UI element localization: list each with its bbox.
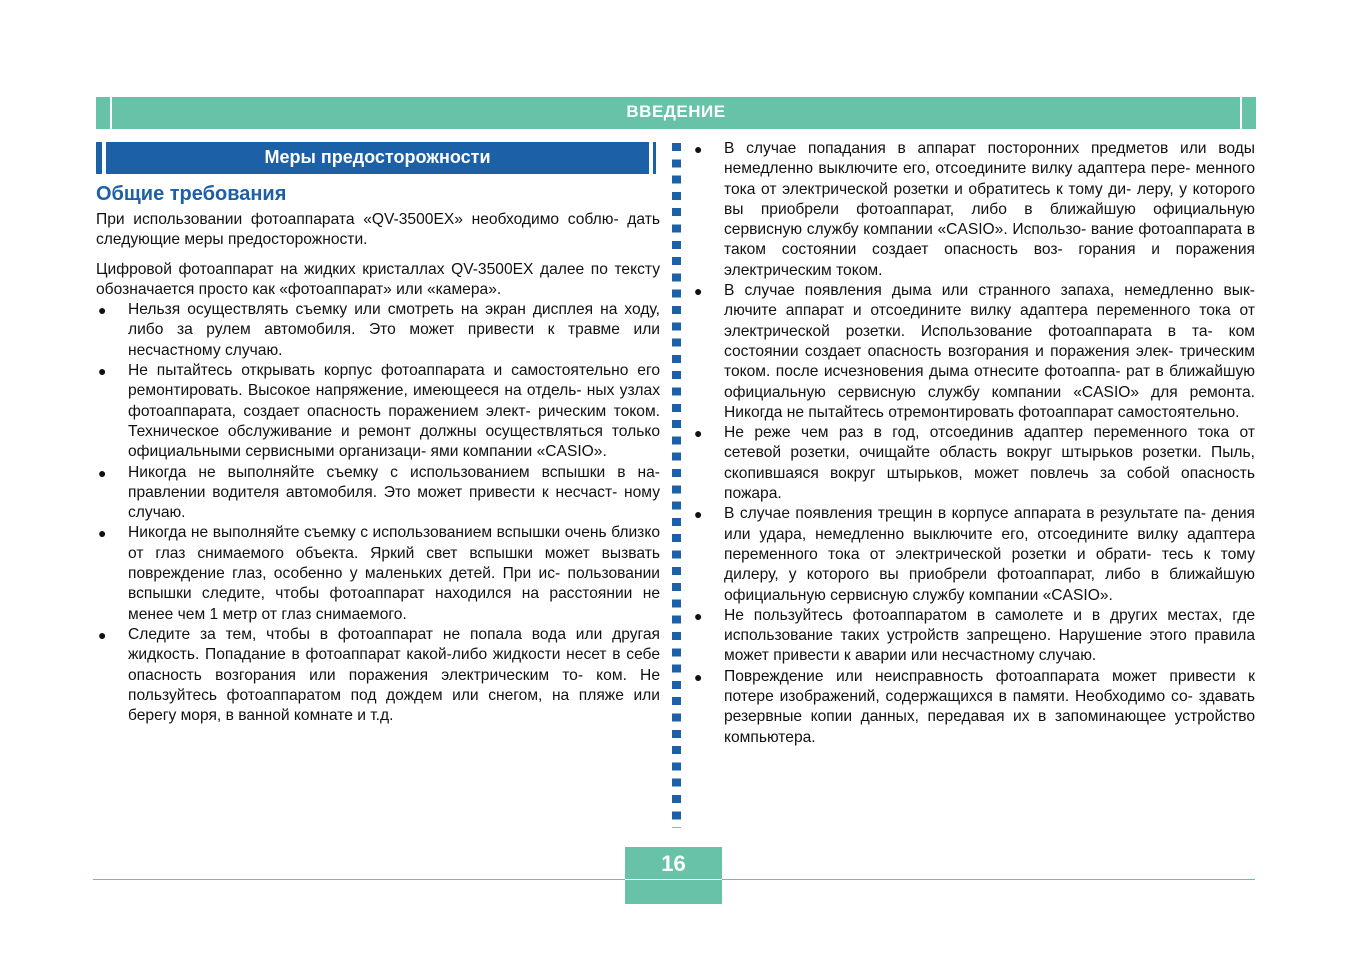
bullet-icon: ●: [98, 626, 107, 643]
chapter-header-bar: [96, 97, 1256, 129]
list-item: ● Никогда не выполняйте съемку с использованием вспышки в на- правлении водителя автомобиля. Это может привести к несчаст- ному случаю.: [98, 463, 660, 522]
list-item: ● Следите за тем, чтобы в фотоаппарат не попала вода или другая жидкость. Попадание в фотоаппарат какой-либо жидкости несет в себе опасность возгорания или поражения электрическим то- ком. Не пользуйтесь фотоаппаратом под дождем или снегом, на пляже или берегу моря, в ванной комнате и т.д.: [98, 625, 660, 725]
intro-paragraph: При использовании фотоаппарата «QV-3500EX» необходимо соблю- дать следующие меры предосторожности.: [96, 211, 660, 249]
subsection-heading: Общие требования: [96, 183, 287, 205]
list-item: ● В случае появления трещин в корпусе аппарата в результате па- дения или удара, немедленно выключите его, отсоедините вилку адаптера переменного тока от электрической розетки и обрати- тесь к тому дилеру, у которого вы приобрели фотоаппарат, либо в ближайшую официальную сервисную службу компании «CASIO».: [694, 505, 1255, 604]
bullet-icon: ●: [694, 668, 703, 685]
list-item: ● Не пытайтесь открывать корпус фотоаппарата и самостоятельно его ремонтировать. Высокое напряжение, имеющееся на отдель- ных узлах фотоаппарата, создает опасность поражением элект- рическим током. Техническое обслуживание и ремонт должны осуществляться только официальными сервисными организаци- ями компании «CASIO».: [98, 362, 660, 461]
page-number-box: [625, 847, 722, 904]
bullet-icon: ●: [98, 464, 107, 481]
chapter-title: ВВЕДЕНИЕ: [626, 102, 726, 121]
right-column: [692, 139, 1255, 748]
bullet-list: [96, 300, 660, 726]
list-item: ● В случае попадания в аппарат посторонних предметов или воды немедленно выключите его, отсоедините вилку адаптера пере- менного тока от электрической розетки и обратитесь к тому ди- леру, у которого вы приобрели фотоаппарат, либо в ближайшую официальную сервисную службу компании «CASIO». Использо- вание фотоаппарата в таком состоянии создает опасность воз- горания и поражения электрическим током.: [694, 140, 1255, 279]
list-item: ● Не реже чем раз в год, отсоединив адаптер переменного тока от сетевой розетки, очищайте область вокруг штырьков розетки. Пыль, скопившаяся вокруг штырьков, может повлечь за собой опасность пожара.: [694, 424, 1255, 503]
bullet-icon: ●: [694, 425, 703, 442]
bullet-icon: ●: [694, 607, 703, 624]
list-item: ● Нельзя осуществлять съемку или смотреть на экран дисплея на ходу, либо за рулем автомобиля. Это может привести к травме или несчастному случаю.: [98, 301, 660, 359]
list-item: ● Не пользуйтесь фотоаппаратом в самолете и в других местах, где использование таких устройств запрещено. Нарушение этого правила может привести к аварии или несчастному случаю.: [694, 606, 1255, 665]
bullet-icon: ●: [98, 363, 107, 380]
section-title: Меры предосторожности: [264, 147, 491, 167]
list-item: ● В случае появления дыма или странного запаха, немедленно вык- лючите аппарат и отсоедините вилку адаптера переменного тока от электрической розетки. Использование фотоаппарата в та- ком состоянии создает опасность возгорания и поражения элек- трическим током. после исчезновения дыма отнесите фотоаппа- рат в ближайшую официальную сервисную службу компании «CASIO» для ремонта. Никогда не пытайтесь отремонтировать фотоаппарат самостоятельно.: [694, 282, 1255, 421]
bullet-icon: ●: [98, 302, 107, 319]
list-item: ● Никогда не выполняйте съемку с использованием вспышки очень близко от глаз снимаемого объекта. Яркий свет вспышки может вызвать повреждение глаз, особенно у маленьких детей. При ис- пользовании вспышки следите, чтобы фотоаппарат находился на расстоянии не менее чем 1 метр от глаз снимаемого.: [98, 524, 660, 623]
page-number: 16: [661, 851, 686, 876]
intro-paragraph: Цифровой фотоаппарат на жидких кристаллах QV-3500EX далее по тексту обозначается просто как «фотоаппарат» или «камера».: [96, 260, 660, 298]
bullet-icon: ●: [694, 506, 703, 523]
bullet-list: [692, 139, 1255, 748]
list-item: ● Повреждение или неисправность фотоаппарата может привести к потере изображений, содержащихся в памяти. Необходимо со- здавать резервные копии данных, передавая их в запоминающее устройство компьютера.: [694, 667, 1255, 746]
bullet-icon: ●: [694, 283, 703, 300]
bullet-icon: ●: [98, 525, 107, 542]
section-title-bar: [96, 142, 660, 174]
bullet-icon: ●: [694, 141, 703, 157]
column-divider: [672, 143, 681, 828]
left-column: [96, 210, 660, 726]
